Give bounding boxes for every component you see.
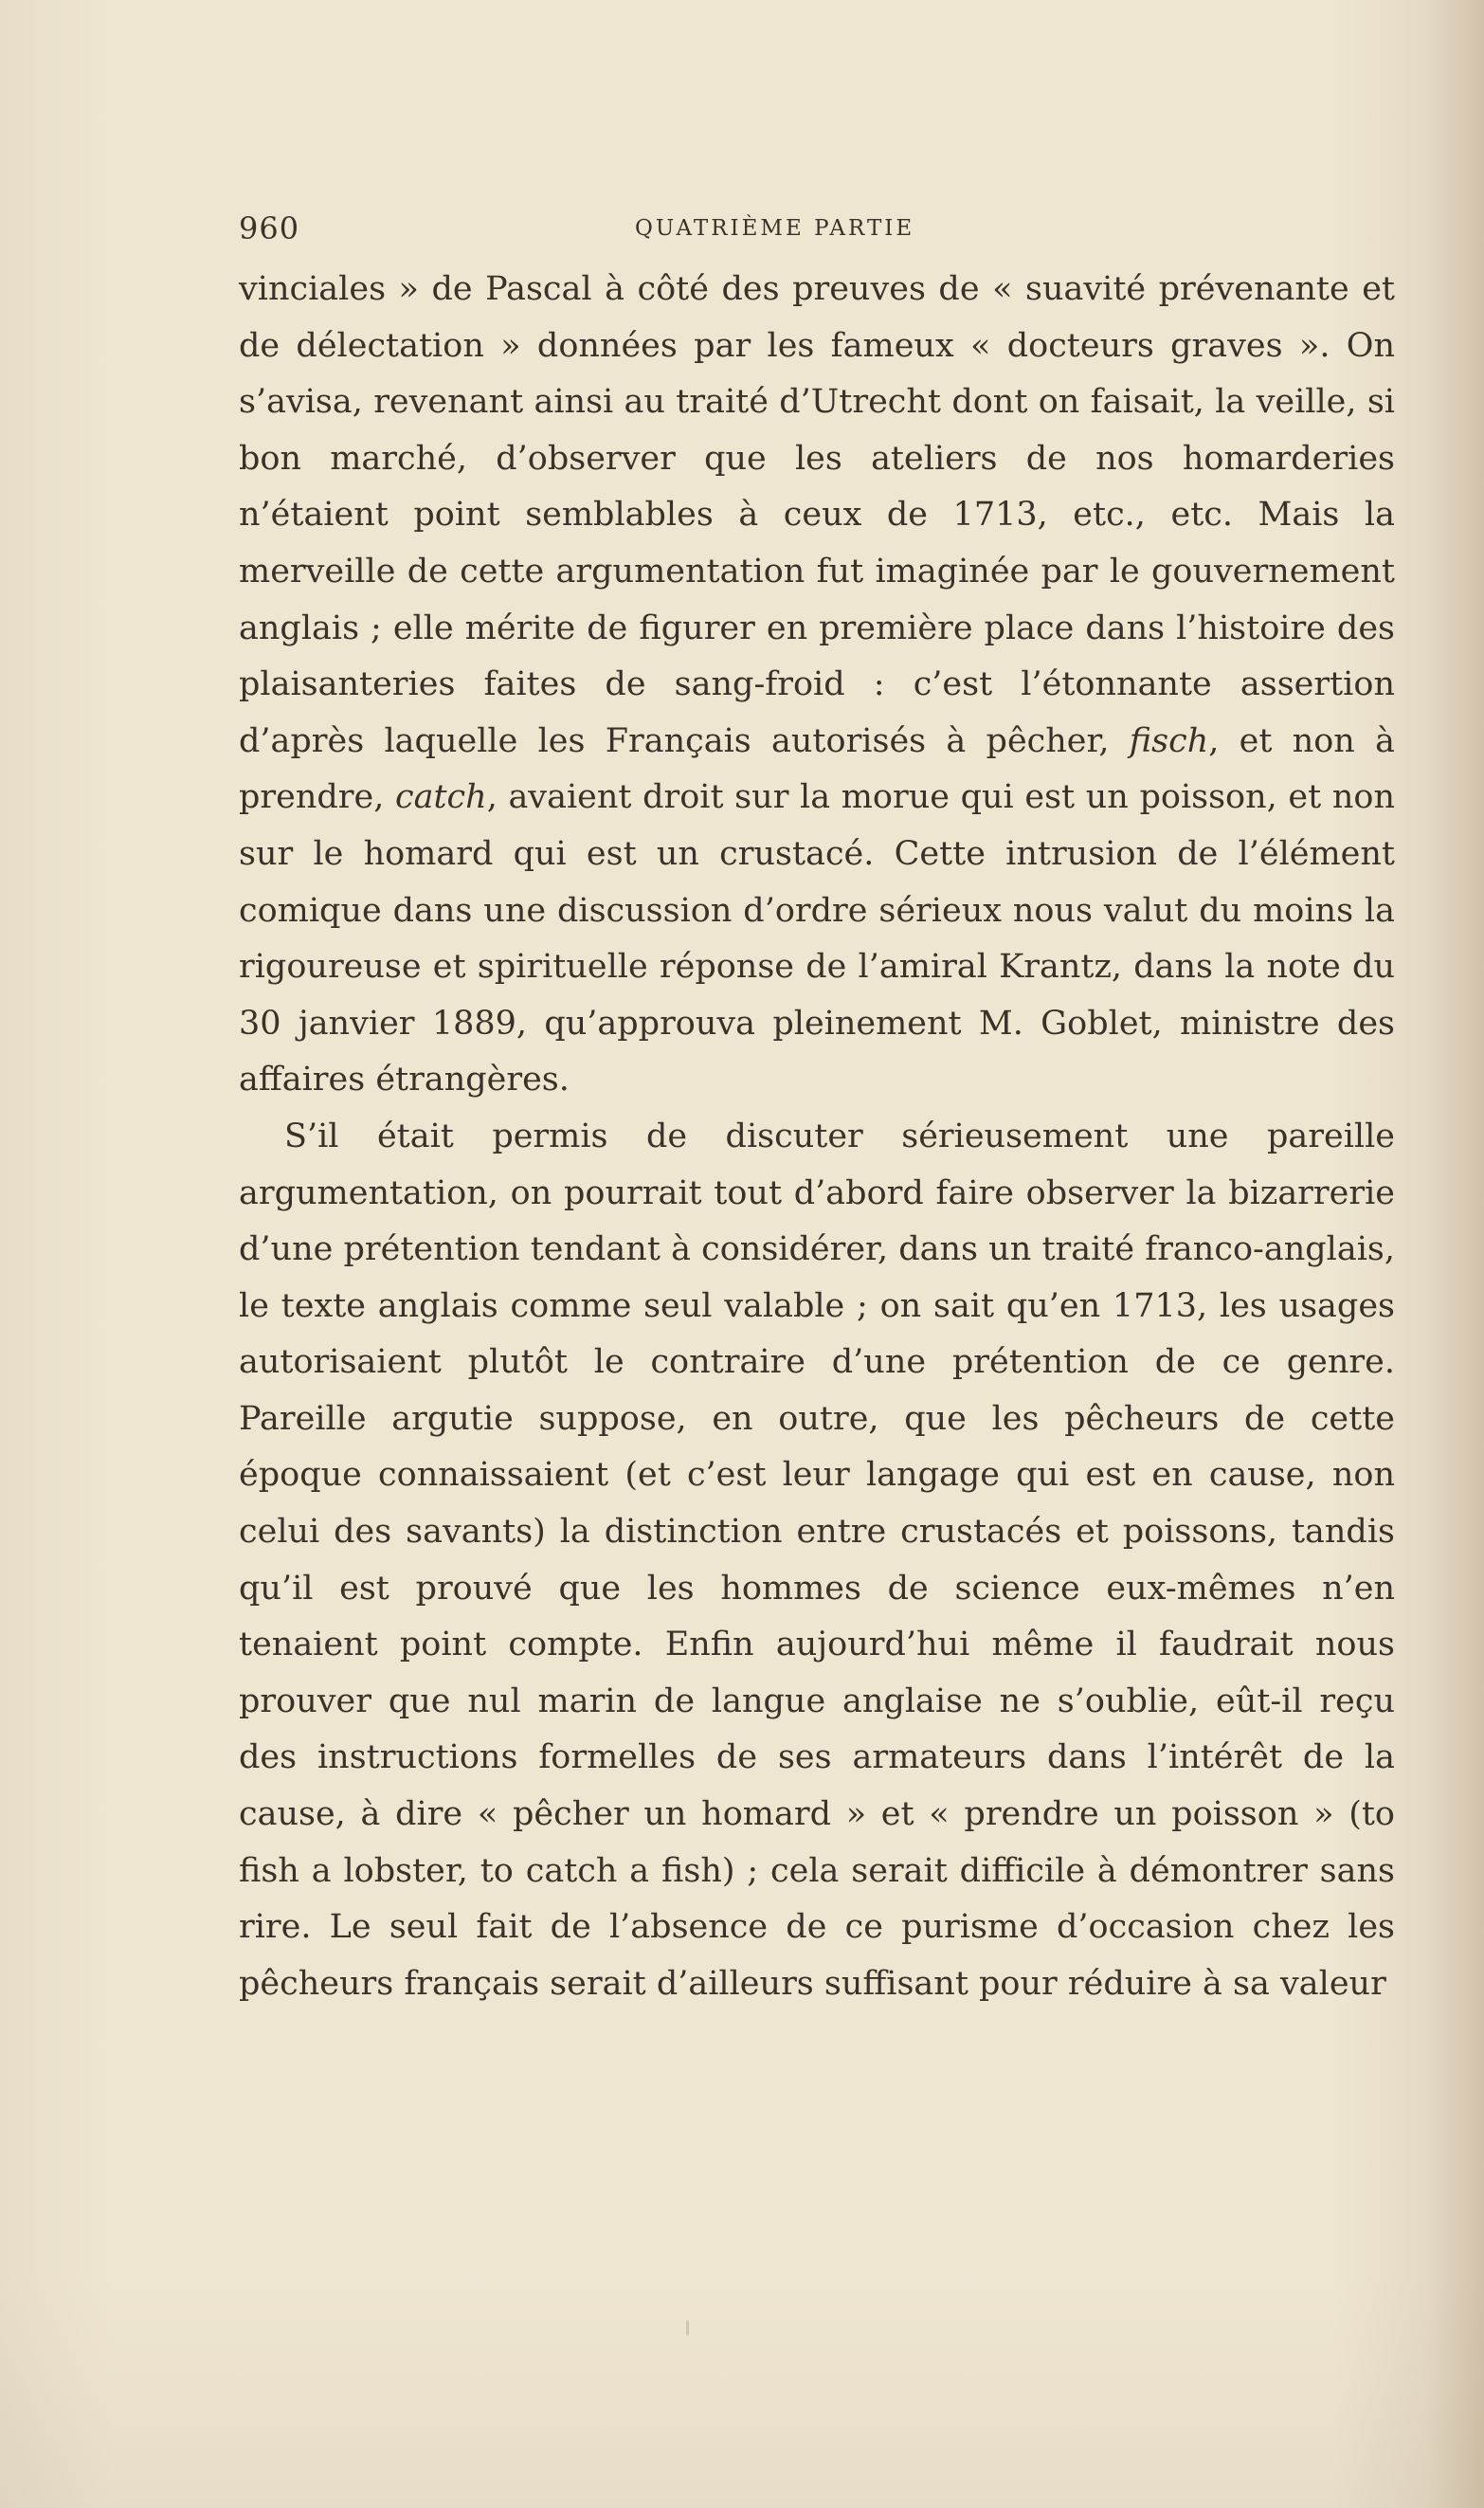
body-text <box>239 262 1395 2012</box>
paragraph-text: , avaient droit sur la morue qui est un poisson, et non sur le homard qui est un crustacé. Cette intrusion de l’élément comique dans une discussion d’ordre sérieux nous valut du moins la rigoureuse et spirituelle réponse de l’amiral Krantz, dans la note du 30 janvier 1889, qu’approuva pleinement M. Goblet, ministre des affaires étrangères. <box>239 778 1395 1100</box>
italic-word-catch: catch <box>395 778 487 817</box>
italic-word-fisch: fisch <box>1129 721 1209 760</box>
running-head: QUATRIÈME PARTIE <box>635 216 915 241</box>
paragraph-text: , et non à prendre, <box>239 721 1395 817</box>
paper-speck <box>686 2320 689 2335</box>
page-header <box>239 210 1395 248</box>
page-number: 960 <box>239 210 300 246</box>
paragraph: S’il était permis de discuter sérieusement une pareille argumentation, on pourrait tout d’abord faire observer la bizarrerie d’une prétention tendant à considérer, dans un traité franco-anglais, le texte anglais comme seul valable ; on sait qu’en 1713, les usages autorisaient plutôt le contraire d’une prétention de ce genre. Pareille argutie suppose, en outre, que les pêcheurs de cette époque connaissaient (et c’est leur langage qui est en cause, non celui des savants) la distinction entre crustacés et poissons, tandis qu’il est prouvé que les hommes de science eux-mêmes n’en tenaient point compte. Enfin aujourd’hui même il faudrait nous prouver que nul marin de langue anglaise ne s’oublie, eût-il reçu des instructions formelles de ses armateurs dans l’intérêt de la cause, à dire « pêcher un homard » et « prendre un poisson » (to fish a lobster, to catch a fish) ; cela serait difficile à démontrer sans rire. Le seul fait de l’absence de ce purisme d’occasion chez les pêcheurs français serait d’ailleurs suffisant pour réduire à sa valeur <box>239 1117 1395 2003</box>
paragraph-continued <box>239 262 1395 1109</box>
paragraph-text: vinciales » de Pascal à côté des preuves de « suavité prévenante et de délectation » données par les fameux « docteurs graves ». On s’avisa, revenant ainsi au traité d’Utrecht dont on faisait, la veille, si bon marché, d’observer que les ateliers de nos homarderies n’étaient point semblables à ceux de 1713, etc., etc. Mais la merveille de cette argumentation fut imaginée par le gouvernement anglais ; elle mérite de figurer en première place dans l’histoire des plaisanteries faites de sang-froid : c’est l’étonnante assertion d’après laquelle les Français autorisés à pêcher, <box>239 270 1395 760</box>
